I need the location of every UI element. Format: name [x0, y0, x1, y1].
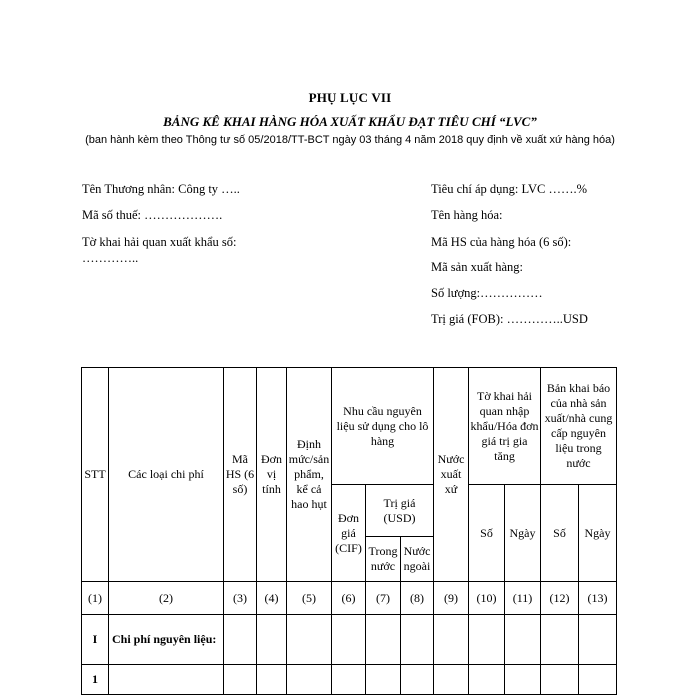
issuance-note: (ban hành kèm theo Thông tư số 05/2018/TT-BCT ngày 03 tháng 4 năm 2018 quy định về xuất xứ hàng hóa) [85, 134, 615, 146]
tax-code-field: Mã số thuế: ………………. [82, 208, 223, 222]
table-cell [505, 665, 541, 695]
col-number: (10) [469, 582, 505, 615]
table-cell [366, 665, 401, 695]
header-unit-price: Đơn giá (CIF) [332, 485, 366, 582]
table-cell [224, 615, 257, 665]
header-norm: Định mức/sản phẩm, kể cả hao hụt [287, 368, 332, 582]
table-cell [257, 615, 287, 665]
table-cell [401, 665, 434, 695]
table-cell [541, 615, 579, 665]
col-number: (5) [287, 582, 332, 615]
header-value-usd: Trị giá (USD) [366, 485, 434, 537]
header-import-declaration: Tờ khai hải quan nhập khẩu/Hóa đơn giá trị gia tăng [469, 368, 541, 485]
table-cell [541, 665, 579, 695]
table-cell [469, 665, 505, 695]
header-supplier-number: Số [541, 485, 579, 582]
table-cell [469, 615, 505, 665]
table-cell [332, 665, 366, 695]
export-customs-declaration-field: Tờ khai hải quan xuất khẩu số: ………….. [82, 235, 237, 265]
header-supplier-declaration: Bản khai báo của nhà sản xuất/nhà cung cấp nguyên liệu trong nước [541, 368, 617, 485]
table-cell [287, 665, 332, 695]
col-number: (8) [401, 582, 434, 615]
header-foreign: Nước ngoài [401, 537, 434, 582]
col-number: (3) [224, 582, 257, 615]
table-cell [579, 665, 617, 695]
table-cell [257, 665, 287, 695]
header-origin-country: Nước xuất xứ [434, 368, 469, 582]
header-stt: STT [82, 368, 109, 582]
table-cell [224, 665, 257, 695]
col-number: (6) [332, 582, 366, 615]
header-cost-type: Các loại chi phí [109, 368, 224, 582]
manufacturer-code-field: Mã sản xuất hàng: [431, 260, 523, 274]
header-hs-code: Mã HS (6 số) [224, 368, 257, 582]
table-cell [287, 615, 332, 665]
section-number: I [82, 615, 109, 665]
header-material-need: Nhu cầu nguyên liệu sử dụng cho lô hàng [332, 368, 434, 485]
goods-name-field: Tên hàng hóa: [431, 208, 503, 222]
col-number: (11) [505, 582, 541, 615]
document-subtitle: BẢNG KÊ KHAI HÀNG HÓA XUẤT KHẨU ĐẠT TIÊU CHÍ “LVC” [163, 114, 537, 129]
col-number: (4) [257, 582, 287, 615]
col-number: (13) [579, 582, 617, 615]
header-unit: Đơn vị tính [257, 368, 287, 582]
col-number: (1) [82, 582, 109, 615]
table-cell [366, 615, 401, 665]
merchant-name-field: Tên Thương nhân: Công ty ….. [82, 182, 240, 196]
table-cell [579, 615, 617, 665]
col-number: (9) [434, 582, 469, 615]
table-cell [434, 615, 469, 665]
cost-declaration-table [81, 367, 617, 695]
column-number-row [82, 582, 617, 615]
header-supplier-date: Ngày [579, 485, 617, 582]
quantity-field: Số lượng:…………… [431, 286, 543, 300]
col-number: (12) [541, 582, 579, 615]
col-number: (7) [366, 582, 401, 615]
appendix-title: PHỤ LỤC VII [308, 90, 392, 105]
table-cell [401, 615, 434, 665]
table-cell [332, 615, 366, 665]
fob-value-field: Trị giá (FOB): …………..USD [431, 312, 588, 326]
table-row [82, 665, 617, 695]
section-row-material-costs [82, 615, 617, 665]
applied-criteria-field: Tiêu chí áp dụng: LVC …….% [431, 182, 588, 196]
header-import-date: Ngày [505, 485, 541, 582]
header-import-number: Số [469, 485, 505, 582]
table-cell [109, 665, 224, 695]
table-cell [505, 615, 541, 665]
goods-hs-code-field: Mã HS của hàng hóa (6 số): [431, 235, 572, 249]
row-number: 1 [82, 665, 109, 695]
table-cell [434, 665, 469, 695]
col-number: (2) [109, 582, 224, 615]
section-label: Chi phí nguyên liệu: [109, 615, 224, 665]
header-domestic: Trong nước [366, 537, 401, 582]
